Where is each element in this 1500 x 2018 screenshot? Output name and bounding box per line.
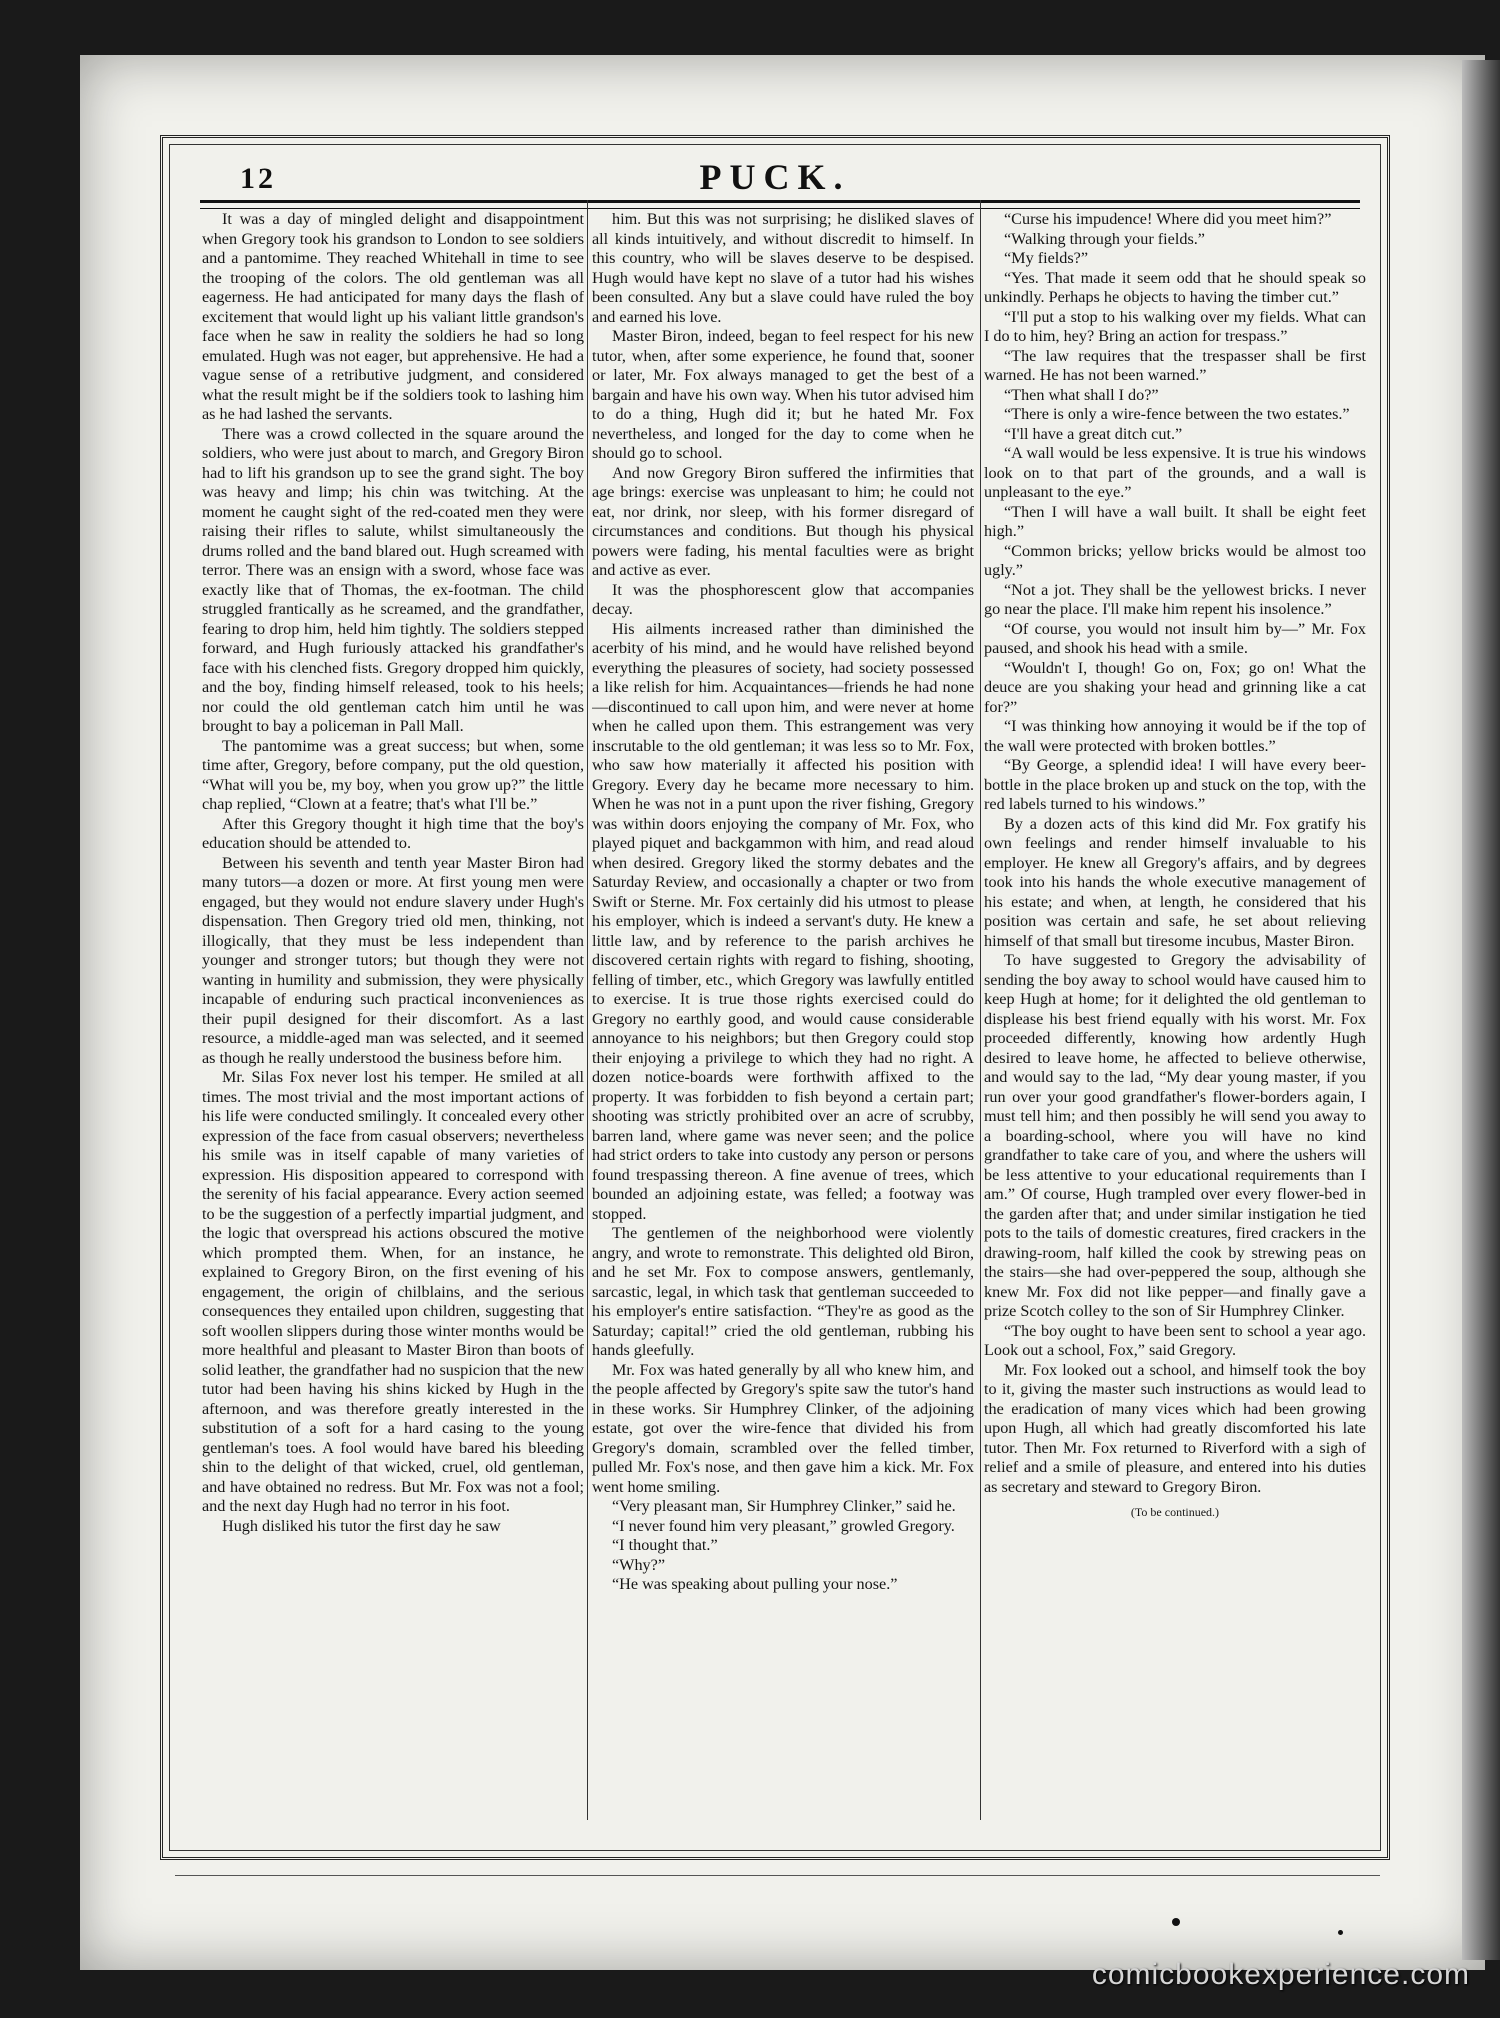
paragraph: “My fields?” [1004, 249, 1089, 267]
paragraph: “Then what shall I do?” [1004, 385, 1159, 404]
paragraph: It was the phosphorescent glow that accompanies decay. [592, 580, 974, 618]
paragraph: “Curse his impudence! Where did you meet him?” [1004, 210, 1332, 228]
paragraph: “I'll have a great ditch cut.” [1004, 424, 1183, 443]
paragraph: “Wouldn't I, though! Go on, Fox; go on! What the deuce are you shaking your head and grinning like a cat for?” [984, 658, 1366, 716]
article-body [202, 210, 1374, 1855]
paragraph: him. But this was not surprising; he disliked slaves of all kinds intuitively, and without discredit to himself. In this country, who will be slaves deserve to be despised. Hugh would have kept no slave of a tutor had his wishes been consulted. Any but a slave could have ruled the boy and earned his love. [592, 210, 974, 326]
page-edge [1462, 60, 1500, 1960]
paragraph: “Common bricks; yellow bricks would be almost too ugly.” [984, 541, 1366, 579]
paragraph: “I never found him very pleasant,” growled Gregory. [612, 1516, 955, 1535]
page-header [170, 150, 1380, 200]
footer-rule [175, 1875, 1380, 1876]
paragraph: “The law requires that the trespasser shall be first warned. He has not been warned.” [984, 346, 1366, 384]
paragraph: “I thought that.” [612, 1536, 718, 1554]
paragraph: His ailments increased rather than diminished the acerbity of his mind, and he would have relished beyond everything the pleasures of society, had society possessed a like relish for him. Acquaintances—friends he had none—discontinued to call upon him, and were never at home when he called upon them. This estrangement was very inscrutable to the old gentleman; it was less so to Mr. Fox, who saw how materially it affected his position with Gregory. Every day he became more necessary to him. When he was not in a punt upon the river fishing, Gregory was within doors enjoying the company of Mr. Fox, who played piquet and backgammon with him, and read aloud when desired. Gregory liked the stormy debates and the Saturday Review, and occasionally a chapter or two from Swift or Sterne. Mr. Fox certainly did his utmost to please his employer, which is indeed a servant's duty. He knew a little law, and by reference to the parish archives he discovered certain rights with regard to fishing, shooting, felling of timber, etc., which Gregory was lawfully entitled to exercise. It is true those rights exercised could do Gregory no earthly good, and would cause considerable annoyance to his neighbors; but then Gregory could stop their enjoying a privilege to which they had no right. A dozen notice-boards were forthwith affixed to the property. It was forbidden to fish beyond a certain part; shooting was strictly prohibited over an acre of scrubby, barren land, where game was never seen; and the police had strict orders to take into custody any person or persons found trespassing thereon. A fine avenue of trees, which bounded an adjoining estate, was felled; a footway was stopped. [592, 619, 974, 1223]
column-2 [592, 210, 974, 1855]
paragraph: Mr. Fox looked out a school, and himself took the boy to it, giving the master such instructions as would lead to the eradication of many vices which had been growing upon Hugh, all which had greatly discomforted his late tutor. Then Mr. Fox returned to Riverford with a sigh of relief and a smile of pleasure, and entered into his duties as secretary and steward to Gregory Biron. [984, 1360, 1366, 1496]
paragraph: The pantomime was a great success; but when, some time after, Gregory, before company, put the old question, “What will you be, my boy, when you grow up?” the little chap replied, “Clown at a featre; that's what I'll be.” [202, 736, 584, 813]
paragraph: Between his seventh and tenth year Master Biron had many tutors—a dozen or more. At first young men were engaged, but they would not endure slavery under Hugh's dispensation. Then Gregory tried old men, thinking, not illogically, that they must be less independent than younger and stronger tutors; but though they were not wanting in humility and submission, they were physically incapable of enduring such practical inconveniences as their pupil designed for their discomfort. As a last resource, a middle-aged man was selected, and it seemed as though he really understood the business before him. [202, 853, 584, 1067]
paragraph: “Walking through your fields.” [1004, 229, 1205, 248]
header-rule [200, 200, 1360, 209]
paragraph: By a dozen acts of this kind did Mr. Fox gratify his own feelings and render himself invaluable to his employer. He knew all Gregory's affairs, and by degrees took into his hands the whole executive management of his estate; and when, at length, he considered that his position was certain and safe, he set about relieving himself of that small but tiresome incubus, Master Biron. [984, 814, 1366, 950]
paragraph: “Not a jot. They shall be the yellowest bricks. I never go near the place. I'll make him repent his insolence.” [984, 580, 1366, 618]
paragraph: “Very pleasant man, Sir Humphrey Clinker,” said he. [612, 1497, 956, 1515]
paragraph: Mr. Silas Fox never lost his temper. He smiled at all times. The most trivial and the most important actions of his life were conducted smilingly. It concealed every other expression of the face from casual observers; nevertheless his smile was in itself capable of many varieties of expression. His disposition appeared to correspond with the serenity of his facial appearance. Every action seemed to be the suggestion of a perfectly impartial judgment, and the logic that overspread his actions obscured the motive which prompted them. When, for an instance, he explained to Gregory Biron, on the first evening of his engagement, the origin of chilblains, and the serious consequences they entailed upon children, suggesting that soft woollen slippers during those winter months would be more healthful and pleasant to Master Biron than boots of solid leather, the grandfather had no suspicion that the new tutor had been having his shins kicked by Hugh in the afternoon, and was therefore greatly interested in the substitution of a soft for a hard casing to the young gentleman's toes. A fool would have bared his bleeding shin to the delight of that wicked, cruel, old gentleman, and have obtained no redress. But Mr. Fox was not a fool; and the next day Hugh had no terror in his foot. [202, 1068, 584, 1515]
paragraph: “I'll put a stop to his walking over my fields. What can I do to him, hey? Bring an action for trespass.” [984, 307, 1366, 345]
column-3 [984, 210, 1366, 1855]
paragraph: “There is only a wire-fence between the two estates.” [1004, 405, 1350, 423]
paragraph: Hugh disliked his tutor the first day he saw [222, 1516, 501, 1535]
paragraph: “He was speaking about pulling your nose.” [612, 1575, 898, 1593]
page-number: 12 [240, 162, 276, 195]
paragraph: There was a crowd collected in the square around the soldiers, who were just about to march, and Gregory Biron had to lift his grandson up to see the grand sight. The boy was heavy and limp; his chin was twitching. At the moment he caught sight of the red-coated men they were raising their rifles to salute, whilst simultaneously the drums rolled and the band blared out. Hugh screamed with terror. There was an ensign with a sword, whose face was exactly like that of Thomas, the ex-footman. The child struggled frantically as he screamed, and the grandfather, fearing to drop him, held him tightly. The soldiers stepped forward, and Hugh furiously attacked his grandfather's face with his clenched fists. Gregory dropped him quickly, and the boy, finding himself released, took to his heels; nor could the old gentleman catch him until he was brought to bay a policeman in Pall Mall. [202, 424, 584, 735]
watermark: comicbookexperience.com [1091, 1958, 1470, 1991]
paragraph: “Why?” [612, 1555, 666, 1574]
paragraph: To have suggested to Gregory the advisability of sending the boy away to school would have caused him to keep Hugh at home; for it delighted the old gentleman to displease his best friend equally with his worst. Mr. Fox proceeded differently, knowing how ardently Hugh desired to leave home, he affected to believe otherwise, and would say to the lad, “My dear young master, if you run over your good grandfather's flower-borders again, I must tell him; and then possibly he will send you away to a boarding-school, where you will have no kind grandfather to take care of you, and where the ushers will be less attentive to your educational requirements than I am.” Of course, Hugh trampled over every flower-bed in the garden after that; and under similar instigation he tied pots to the tails of domestic creatures, fired crackers in the drawing-room, half killed the cook by strewing peas on the stairs—she had over-peppered the soup, although she knew Mr. Fox did not like pepper—and finally gave a prize Scotch colley to the son of Sir Humphrey Clinker. [984, 951, 1366, 1320]
paragraph: And now Gregory Biron suffered the infirmities that age brings: exercise was unpleasant to him; he could not eat, nor drink, nor sleep, with his former disregard of circumstances and conditions. But though his physical powers were fading, his mental faculties were as bright and active as ever. [592, 463, 974, 579]
paragraph: Master Biron, indeed, began to feel respect for his new tutor, when, after some experience, he found that, sooner or later, Mr. Fox always managed to get the best of a bargain and have his own way. When his tutor advised him to do a thing, Hugh did it; but he hated Mr. Fox nevertheless, and longed for the day to come when he should go to school. [592, 327, 974, 462]
masthead-title: PUCK. [699, 157, 851, 197]
paragraph: “Of course, you would not insult him by—” Mr. Fox paused, and shook his head with a smile. [984, 619, 1366, 657]
paragraph: The gentlemen of the neighborhood were violently angry, and wrote to remonstrate. This delighted old Biron, and he set Mr. Fox to compose answers, gentlemanly, sarcastic, legal, in which task that gentleman succeeded to his employer's entire satisfaction. “They're as good as the Saturday; capital!” cried the old gentleman, rubbing his hands gleefully. [592, 1224, 974, 1359]
paragraph: It was a day of mingled delight and disappointment when Gregory took his grandson to London to see soldiers and a pantomime. They reached Whitehall in time to see the trooping of the colors. The old gentleman was all eagerness. He had anticipated for many days the flash of excitement that would light up his valiant little grandson's face when he saw in reality the soldiers he had so long emulated. Hugh was not eager, but apprehensive. He had a vague sense of a retributive judgment, and considered what the result might be if the soldiers took to lashing him as he had lashed the servants. [202, 210, 584, 423]
paragraph: “By George, a splendid idea! I will have every beer-bottle in the place broken up and stuck on the top, with the red labels turned to his windows.” [984, 756, 1366, 813]
paragraph: “A wall would be less expensive. It is true his windows look on to that part of the grounds, and a wall is unpleasant to the eye.” [984, 444, 1366, 501]
paragraph: Mr. Fox was hated generally by all who knew him, and the people affected by Gregory's spite saw the tutor's hand in these works. Sir Humphrey Clinker, of the adjoining estate, got over the wire-fence that divided his from Gregory's domain, scrambled over the felled timber, pulled Mr. Fox's nose, and then gave him a kick. Mr. Fox went home smiling. [592, 1360, 974, 1496]
paragraph: “The boy ought to have been sent to school a year ago. Look out a school, Fox,” said Gregory. [984, 1321, 1366, 1359]
ink-speck [1172, 1918, 1180, 1926]
column-1 [202, 210, 584, 1855]
paragraph: “Yes. That made it seem odd that he should speak so unkindly. Perhaps he objects to having the timber cut.” [984, 268, 1366, 306]
paragraph: “Then I will have a wall built. It shall be eight feet high.” [984, 502, 1366, 540]
to-be-continued: (To be continued.) [1130, 1505, 1220, 1519]
paragraph: After this Gregory thought it high time that the boy's education should be attended to. [202, 814, 584, 852]
ink-speck [1338, 1930, 1343, 1935]
paragraph: “I was thinking how annoying it would be if the top of the wall were protected with broken bottles.” [984, 717, 1366, 755]
